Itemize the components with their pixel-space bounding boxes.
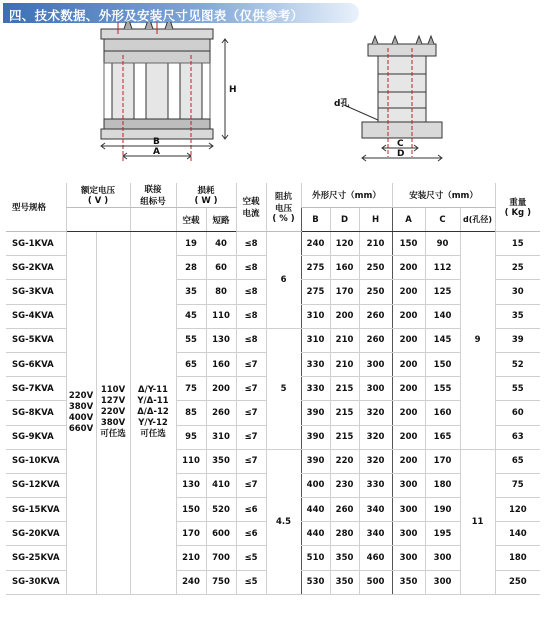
cell-model: SG-30KVA: [6, 570, 66, 594]
cell-d: 210: [330, 352, 359, 376]
cell-model: SG-6KVA: [6, 352, 66, 376]
cell-a: 300: [392, 473, 425, 497]
header-noload-current-label-2: 电流: [242, 209, 260, 219]
cell-weight: 52: [495, 352, 540, 376]
header-impedance: [266, 183, 301, 232]
cell-c: 145: [425, 328, 460, 352]
header-col-a: A: [392, 208, 425, 232]
cell-model: SG-3KVA: [6, 280, 66, 304]
dimension-drawings: [0, 22, 547, 182]
cell-d: 215: [330, 425, 359, 449]
cell-a: 300: [392, 522, 425, 546]
connection-group-line: Δ/Δ-12: [137, 407, 169, 418]
cell-b: 440: [301, 498, 330, 522]
connection-group-line: 可任选: [140, 429, 166, 440]
side-view-drawing: [344, 36, 442, 161]
cell-c: 160: [425, 401, 460, 425]
cell-noload-loss: 65: [176, 352, 206, 376]
cell-c: 195: [425, 522, 460, 546]
cell-noload-current: ≤7: [236, 449, 266, 473]
cell-a: 200: [392, 352, 425, 376]
header-weight: [495, 183, 540, 232]
header-impedance-label-2: 电压: [275, 204, 293, 214]
cell-a: 200: [392, 401, 425, 425]
cell-a: 150: [392, 232, 425, 256]
cell-d: 220: [330, 449, 359, 473]
cell-c: 150: [425, 352, 460, 376]
cell-weight: 65: [495, 449, 540, 473]
cell-d: 210: [330, 328, 359, 352]
cell-short-loss: 410: [206, 473, 236, 497]
cell-weight: 120: [495, 498, 540, 522]
cell-model: SG-12KVA: [6, 473, 66, 497]
cell-b: 400: [301, 473, 330, 497]
cell-h: 330: [359, 473, 392, 497]
cell-a: 300: [392, 546, 425, 570]
header-voltage-sub: [66, 208, 130, 232]
cell-short-loss: 60: [206, 256, 236, 280]
cell-c: 170: [425, 449, 460, 473]
cell-model: SG-7KVA: [6, 377, 66, 401]
cell-noload-loss: 19: [176, 232, 206, 256]
cell-a: 350: [392, 570, 425, 594]
cell-weight: 250: [495, 570, 540, 594]
cell-c: 125: [425, 280, 460, 304]
header-short-loss: 短路: [206, 208, 236, 232]
cell-noload-current: ≤8: [236, 304, 266, 328]
cell-a: 200: [392, 328, 425, 352]
cell-model: SG-5KVA: [6, 328, 66, 352]
cell-b: 390: [301, 449, 330, 473]
cell-d: 260: [330, 498, 359, 522]
cell-model: SG-10KVA: [6, 449, 66, 473]
cell-noload-loss: 130: [176, 473, 206, 497]
cell-noload-current: ≤8: [236, 256, 266, 280]
cell-b: 330: [301, 352, 330, 376]
header-loss: [176, 183, 236, 208]
cell-weight: 75: [495, 473, 540, 497]
cell-impedance: 4.5: [266, 449, 301, 594]
cell-noload-current: ≤7: [236, 377, 266, 401]
cell-d: 160: [330, 256, 359, 280]
cell-short-loss: 260: [206, 401, 236, 425]
cell-d: 120: [330, 232, 359, 256]
cell-b: 390: [301, 401, 330, 425]
cell-model: SG-4KVA: [6, 304, 66, 328]
cell-h: 300: [359, 377, 392, 401]
cell-secondary-voltage: [96, 232, 130, 595]
cell-noload-loss: 28: [176, 256, 206, 280]
cell-noload-loss: 45: [176, 304, 206, 328]
header-connection-label-2: 组标号: [140, 197, 166, 207]
cell-noload-current: ≤8: [236, 232, 266, 256]
cell-noload-loss: 55: [176, 328, 206, 352]
header-noload-current: [236, 183, 266, 232]
cell-h: 250: [359, 280, 392, 304]
front-view-drawing: [101, 22, 228, 162]
header-install: 安装尺寸（mm）: [392, 183, 495, 208]
header-col-d: D: [330, 208, 359, 232]
cell-weight: 60: [495, 401, 540, 425]
cell-noload-current: ≤7: [236, 473, 266, 497]
header-weight-label: 重量: [509, 198, 527, 208]
cell-noload-current: ≤7: [236, 401, 266, 425]
cell-noload-loss: 210: [176, 546, 206, 570]
header-rated-voltage-unit: ( V ): [87, 196, 109, 206]
cell-d: 350: [330, 570, 359, 594]
cell-hole: 11: [460, 449, 495, 594]
cell-noload-current: ≤5: [236, 546, 266, 570]
secondary-voltage-line: 127V: [100, 396, 126, 407]
cell-c: 300: [425, 570, 460, 594]
cell-primary-voltage: [66, 232, 96, 595]
cell-short-loss: 700: [206, 546, 236, 570]
cell-b: 275: [301, 280, 330, 304]
cell-hole: 9: [460, 232, 495, 450]
dim-label-h: H: [229, 85, 237, 95]
header-model: 型号规格: [6, 183, 66, 232]
cell-c: 112: [425, 256, 460, 280]
cell-h: 210: [359, 232, 392, 256]
connection-group-line: Δ/Y-11: [138, 385, 168, 396]
cell-weight: 30: [495, 280, 540, 304]
cell-h: 320: [359, 401, 392, 425]
cell-b: 510: [301, 546, 330, 570]
cell-d: 350: [330, 546, 359, 570]
cell-a: 200: [392, 425, 425, 449]
primary-voltage-line: 400V: [68, 412, 94, 423]
cell-noload-current: ≤8: [236, 328, 266, 352]
primary-voltage-line: 220V: [68, 390, 94, 401]
cell-d: 200: [330, 304, 359, 328]
cell-d: 170: [330, 280, 359, 304]
cell-c: 180: [425, 473, 460, 497]
header-connection-sub: [130, 208, 176, 232]
cell-b: 240: [301, 232, 330, 256]
cell-noload-loss: 150: [176, 498, 206, 522]
cell-short-loss: 600: [206, 522, 236, 546]
section-title: 四、技术数据、外形及安装尺寸见图表（仅供参考）: [9, 8, 304, 23]
cell-c: 165: [425, 425, 460, 449]
header-rated-voltage: [66, 183, 130, 208]
cell-weight: 35: [495, 304, 540, 328]
cell-noload-loss: 85: [176, 401, 206, 425]
secondary-voltage-line: 220V: [100, 407, 126, 418]
cell-b: 275: [301, 256, 330, 280]
cell-c: 155: [425, 377, 460, 401]
secondary-voltage-line: 可任选: [100, 429, 126, 440]
cell-model: SG-2KVA: [6, 256, 66, 280]
dim-label-hole: d孔: [334, 99, 350, 109]
secondary-voltage-line: 380V: [100, 418, 126, 429]
cell-h: 300: [359, 352, 392, 376]
cell-short-loss: 40: [206, 232, 236, 256]
cell-h: 340: [359, 522, 392, 546]
cell-b: 530: [301, 570, 330, 594]
cell-h: 320: [359, 425, 392, 449]
cell-model: SG-1KVA: [6, 232, 66, 256]
cell-a: 200: [392, 256, 425, 280]
cell-h: 260: [359, 328, 392, 352]
cell-weight: 55: [495, 377, 540, 401]
cell-short-loss: 200: [206, 377, 236, 401]
cell-b: 390: [301, 425, 330, 449]
header-outline: 外形尺寸（mm）: [301, 183, 392, 208]
dim-label-d: D: [397, 149, 405, 159]
primary-voltage-line: 380V: [68, 401, 94, 412]
cell-noload-current: ≤8: [236, 280, 266, 304]
cell-impedance: 5: [266, 328, 301, 449]
cell-weight: 63: [495, 425, 540, 449]
header-noload-loss: 空载: [176, 208, 206, 232]
header-loss-unit: ( W ): [194, 196, 218, 206]
cell-noload-loss: 110: [176, 449, 206, 473]
cell-h: 260: [359, 304, 392, 328]
cell-model: SG-20KVA: [6, 522, 66, 546]
header-loss-label: 损耗: [197, 186, 215, 196]
header-connection-label: 联接: [144, 185, 162, 195]
cell-h: 500: [359, 570, 392, 594]
primary-voltage-line: 660V: [68, 423, 94, 434]
dim-label-a: A: [153, 147, 160, 157]
cell-weight: 39: [495, 328, 540, 352]
cell-connection-groups: [130, 232, 176, 595]
cell-noload-loss: 170: [176, 522, 206, 546]
cell-h: 460: [359, 546, 392, 570]
cell-d: 280: [330, 522, 359, 546]
section-title-banner: [3, 3, 359, 23]
cell-weight: 140: [495, 522, 540, 546]
cell-noload-loss: 35: [176, 280, 206, 304]
dim-label-b: B: [153, 137, 160, 147]
cell-short-loss: 110: [206, 304, 236, 328]
cell-d: 215: [330, 377, 359, 401]
cell-a: 200: [392, 449, 425, 473]
cell-c: 190: [425, 498, 460, 522]
cell-b: 330: [301, 377, 330, 401]
header-col-b: B: [301, 208, 330, 232]
cell-weight: 180: [495, 546, 540, 570]
cell-a: 200: [392, 304, 425, 328]
cell-b: 440: [301, 522, 330, 546]
cell-weight: 25: [495, 256, 540, 280]
cell-h: 320: [359, 449, 392, 473]
cell-weight: 15: [495, 232, 540, 256]
header-noload-current-label: 空载: [242, 197, 260, 207]
cell-short-loss: 750: [206, 570, 236, 594]
cell-noload-loss: 95: [176, 425, 206, 449]
connection-group-line: Y/Δ-11: [137, 396, 169, 407]
header-rated-voltage-label: 额定电压: [81, 186, 116, 196]
cell-a: 300: [392, 498, 425, 522]
cell-model: SG-8KVA: [6, 401, 66, 425]
cell-short-loss: 130: [206, 328, 236, 352]
header-col-h: H: [359, 208, 392, 232]
cell-model: SG-25KVA: [6, 546, 66, 570]
cell-short-loss: 520: [206, 498, 236, 522]
cell-c: 300: [425, 546, 460, 570]
header-impedance-unit: ( % ): [272, 214, 295, 224]
header-weight-unit: ( Kg ): [504, 208, 531, 218]
cell-noload-current: ≤6: [236, 522, 266, 546]
header-connection: [130, 183, 176, 208]
header-impedance-label: 阻抗: [275, 192, 293, 202]
cell-c: 90: [425, 232, 460, 256]
cell-short-loss: 350: [206, 449, 236, 473]
header-col-c: C: [425, 208, 460, 232]
cell-noload-current: ≤6: [236, 498, 266, 522]
cell-a: 200: [392, 280, 425, 304]
cell-model: SG-9KVA: [6, 425, 66, 449]
table-row: [6, 232, 540, 256]
cell-b: 310: [301, 328, 330, 352]
cell-h: 250: [359, 256, 392, 280]
cell-b: 310: [301, 304, 330, 328]
cell-h: 340: [359, 498, 392, 522]
cell-d: 230: [330, 473, 359, 497]
cell-noload-loss: 75: [176, 377, 206, 401]
cell-d: 215: [330, 401, 359, 425]
cell-short-loss: 160: [206, 352, 236, 376]
cell-model: SG-15KVA: [6, 498, 66, 522]
spec-table-body: [6, 232, 540, 595]
cell-noload-current: ≤7: [236, 352, 266, 376]
spec-table: [6, 183, 540, 595]
dim-label-c: C: [397, 139, 404, 149]
cell-c: 140: [425, 304, 460, 328]
secondary-voltage-line: 110V: [100, 385, 126, 396]
cell-noload-loss: 240: [176, 570, 206, 594]
cell-noload-current: ≤7: [236, 425, 266, 449]
cell-noload-current: ≤5: [236, 570, 266, 594]
header-col-hole: d(孔径): [460, 208, 495, 232]
cell-a: 200: [392, 377, 425, 401]
cell-impedance: 6: [266, 232, 301, 329]
cell-short-loss: 310: [206, 425, 236, 449]
connection-group-line: Y/Y-12: [138, 418, 168, 429]
cell-short-loss: 80: [206, 280, 236, 304]
